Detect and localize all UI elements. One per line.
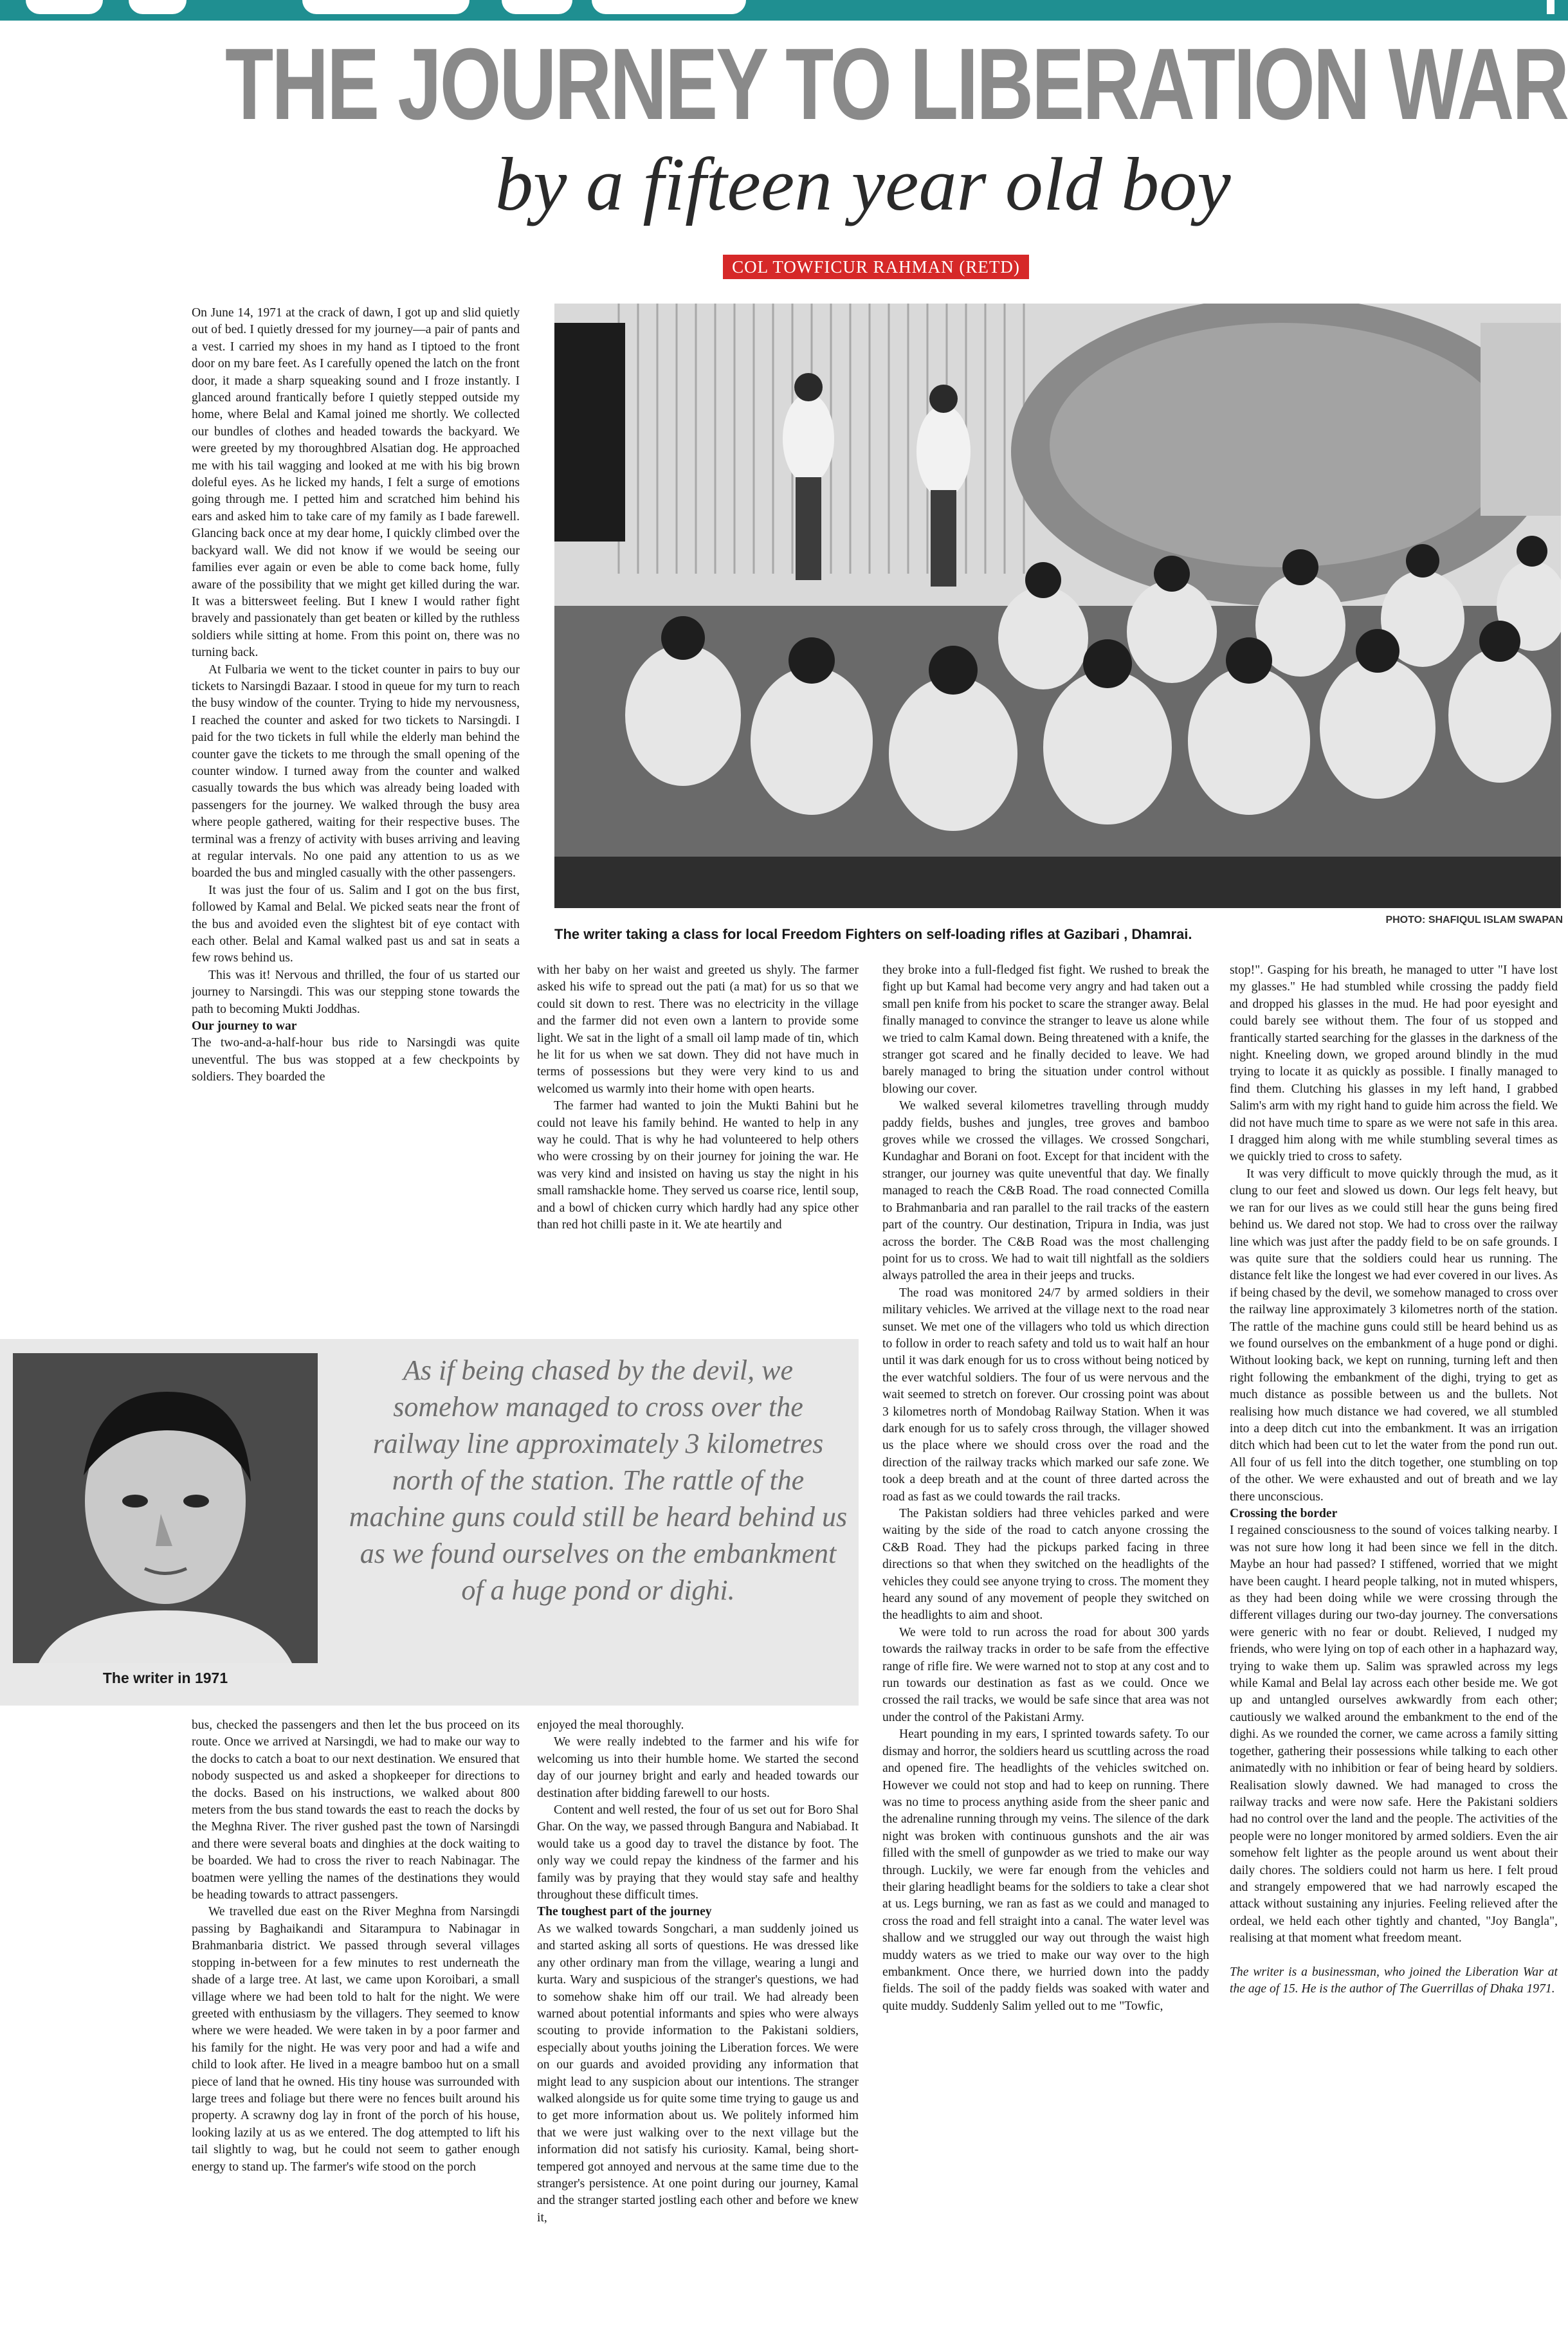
- banner-letterform: [129, 0, 187, 14]
- paragraph: We travelled due east on the River Meghna from Narsingdi passing by Baghaikandi and Sitarampura to Nabinagar in Brahmanbaria district. We passed through several villages stopping in-between for a few minutes to rest underneath the shade of a large tree. At last, we came upon Koroibari, a small village where we had been told to halt for the night. We were greeted with enthusiasm by the villagers. They seemed to know where we were headed. We were taken in by a poor farmer and his family for the night. He was very poor and had a wife and child to look after. He lived in a meagre bamboo hut on a small piece of land that he owned. His tiny house was surrounded with large trees and foliage but there were no fences built around his property. A scrawny dog lay in front of the porch of his house, looking lazily at us as we entered. The dog attempted to lift his tail slightly to wag, but he could not seem to gather enough energy to stand up. The farmer's wife stood on the porch: [192, 1905, 520, 2174]
- paragraph: It was very difficult to move quickly through the mud, as it clung to our feet and slowed us down. Our legs felt heavy, but we ran for our lives as we could still hear the guns being fired behind us. We dared not stop. We had to cross over the railway line which was just after the paddy field to be on safe grounds. I was quite sure that the soldiers could hear us running. The distance felt like the longest we had ever covered in our lives. As if being chased by the devil, we somehow managed to cross over the railway line approximately 3 kilometres north of the station. The rattle of the machine guns could still be heard behind us as we found ourselves on the embankment of a huge pond or dighi. Without looking back, we kept on running, turning left and then right following the embankment of the dighi, trying to get as much distance as possible between us and the bullets. Not realising how much distance we had covered, we all stumbled into a deep ditch cut into the embankment. It was an irrigation ditch which had been cut to let the water from the pond run out. All four of us fell into the ditch together, one stumbling on top of the other. We were exhausted and out of breath and we lay there unconscious.: [1230, 1167, 1558, 1504]
- portrait-illustration: [13, 1353, 318, 1663]
- paragraph: On June 14, 1971 at the crack of dawn, I got up and slid quietly out of bed. I quietly dressed for my journey—a pair of pants and a vest. I carried my shoes in my hand as I tiptoed to the front door on my bare feet. As I carefully opened the latch on the front door, it made a sharp squeaking sound and I froze instantly. I glanced around frantically before I quietly stepped outside my home, where Belal and Kamal joined me shortly. We collected our bundles of clothes and headed towards the backyard. We were greeted by my thoroughbred Alsatian dog. He approached me with his tail wagging and looked at me with his big brown doleful eyes. As he licked my hands, I felt a surge of emotions going through me. I petted him and scratched him behind his ears and asked him to take care of my family as I bade farewell. Glancing back once at my dear home, I quickly climbed over the backyard wall. We did not know if we would be seeing our families ever again or even be able to come back home, fully aware of the possibility that we might get killed during the war. It was a bittersweet feeling. But I knew I would rather fight bravely and passionately than get beaten or killed by the ruthless soldiers while sitting at home. From this point on, there was no turning back.: [192, 306, 520, 660]
- banner-letterform: [502, 0, 572, 14]
- banner-strip: [0, 0, 1568, 21]
- headline: THE JOURNEY TO LIBERATION WAR: [225, 28, 1567, 141]
- section-heading: Our journey to war: [192, 1019, 297, 1034]
- paragraph: We were really indebted to the farmer and his wife for welcoming us into their humble home. We started the second day of our journey bright and early and headed towards our destination after bidding farewell to our hosts.: [537, 1735, 859, 1800]
- paragraph: The farmer had wanted to join the Mukti Bahini but he could not leave his family behind. He wanted to help in any way he could. That is why he had volunteered to help others who were crossing by on their journey for joining the war. He was very kind and insisted on having us stay the night in his small ramshackle home. They served us coarse rice, lentil soup, and a bowl of chicken curry which hardly had any spice other than red hot chilli paste in it. We ate heartily and: [537, 1099, 859, 1232]
- portrait-caption: The writer in 1971: [102, 1670, 228, 1686]
- banner-letterform: [592, 0, 746, 14]
- paragraph: We were told to run across the road for about 300 yards towards the railway tracks in order to be safe from the effective range of rifle fire. We were warned not to stop at any cost and to run towards our destination as fast as we could. Once we crossed the rail tracks, we would be safe since that area was not under the control of the Pakistani Army.: [882, 1625, 1209, 1724]
- photo-caption: The writer taking a class for local Freedom Fighters on self-loading rifles at Gazibari , Dhamrai.: [554, 926, 1192, 942]
- paragraph: Content and well rested, the four of us set out for Boro Shal Ghar. On the way, we passed through Bangura and Nabiabad. It would take us a good day to travel the distance by foot. The only way we could repay the kindness of the farmer and his family was by praying that they would stay safe and healthy throughout these difficult times.: [537, 1803, 859, 1902]
- paragraph: We walked several kilometres travelling through muddy paddy fields, bushes and jungles, tree groves and bamboo groves while we crossed the villages. We crossed Songchari, Kundaghar and Borani on foot. Except for that incident with the stranger, our journey was quite uneventful that day. We finally managed to reach the C&B Road. The road connected Comilla to Brahmanbaria and ran parallel to the rail tracks of the eastern part of the country. Our destination, Tripura in India, was just across the border. The C&B Road was the most challenging point for us to cross. We had to wait till nightfall as the soldiers always patrolled the area in their jeeps and trucks.: [882, 1099, 1209, 1283]
- pull-quote: As if being chased by the devil, we somehow managed to cross over the railway line approximately 3 kilometres north of the station. The rattle of the machine guns could still be heard behind us as we found ourselves on the embankment of a huge pond or dighi.: [349, 1354, 848, 1606]
- paragraph: enjoyed the meal thoroughly.: [537, 1718, 684, 1732]
- section-heading: The toughest part of the journey: [537, 1905, 712, 1919]
- article-column-3: [882, 962, 1209, 2015]
- paragraph: bus, checked the passengers and then let the bus proceed on its route. Once we arrived at Narsingdi, we had to make our way to the docks to catch a boat to our next destination. We ensured that nobody suspected us and asked a shopkeeper for directions to the docks. Based on his instructions, we walked about 800 meters from the bus stand towards the east to reach the docks by the Meghna River. The river gushed past the town of Narsingdi and there were several boats and dinghies at the dock waiting to be boarded. We had to cross the river to reach Nabinagar. The boatmen were yelling the names of the destinations they would be heading towards to attract passengers.: [192, 1718, 520, 1902]
- photo-credit: PHOTO: SHAFIQUL ISLAM SWAPAN: [1385, 915, 1563, 925]
- class-photo-illustration: [554, 304, 1561, 908]
- paragraph: they broke into a full-fledged fist fight. We rushed to break the fight up but Kamal had become very angry and had taken out a small pen knife from his pocket to scare the stranger away. Belal finally managed to convince the stranger to leave us alone while we tried to calm Kamal down. Being threatened with a knife, the stranger got scared and he finally decided to leave. We had barely managed to bring the situation under control without blowing our cover.: [882, 963, 1209, 1096]
- banner-letterform: [1547, 0, 1554, 14]
- paragraph: stop!". Gasping for his breath, he managed to utter "I have lost my glasses." He had stumbled while crossing the paddy field and dropped his glasses in the mud. He had poor eyesight and could barely see without them. The four of us stopped and frantically started searching for the glasses in the darkness of the night. Kneeling down, we groped around blindly in the mud trying to locate it as quickly as possible. I finally managed to find them. Clutching his glasses in my left hand, I grabbed Salim's arm with my right hand to guide him across the field. We did not have much time to spare as we were not safe in this area. I dragged him along with me while stumbling several times as we quickly tried to cross to safety.: [1230, 963, 1558, 1164]
- banner-letterform: [26, 0, 103, 14]
- main-photo: [554, 304, 1561, 908]
- article-column-2-top: [537, 962, 859, 1234]
- paragraph: At Fulbaria we went to the ticket counter in pairs to buy our tickets to Narsingdi Bazaar. I stood in queue for my turn to reach the busy window of the counter. Trying to hide my nervousness, I reached the counter and asked for two tickets to Narsingdi. I paid for the two tickets in full while the elderly man behind the counter gave the tickets to me through the small opening of the counter window. I turned away from the counter and walked casually towards the bus which was already being loaded with passengers for the journey. We walked through the busy area where people gathered, waiting for their respective buses. The terminal was a frenzy of activity with buses arriving and leaving at regular intervals. No one paid any attention to us as we boarded the bus and mingled casually with the other passengers.: [192, 662, 520, 880]
- banner-letterform: [302, 0, 469, 14]
- writer-portrait: [13, 1353, 318, 1663]
- paragraph: This was it! Nervous and thrilled, the four of us started our journey to Narsingdi. This was our stepping stone towards the path to becoming Mukti Joddhas.: [192, 968, 520, 1016]
- paragraph: The road was monitored 24/7 by armed soldiers in their military vehicles. We arrived at the village next to the road near sunset. We met one of the villagers who told us which direction to follow in order to reach safety and told us to wait half an hour until it was dark enough for us to cross without being noticed by the ever watchful soldiers. The four of us were nervous and the wait seemed to stretch on forever. Our crossing point was about 3 kilometres north of Mondobag Railway Station. When it was dark enough for us to safely cross through, the villager showed us the place where we should cross over the road and the direction of the railway tracks which marked our safe zone. We took a deep breath and at the count of three darted across the road as fast as we could towards the rail tracks.: [882, 1286, 1209, 1504]
- article-column-1-bottom: [192, 1717, 520, 2176]
- paragraph: I regained consciousness to the sound of voices talking nearby. I was not sure how long it had been since we fell in the ditch. Maybe an hour had passed? I stiffened, worried that we might have been caught. I heard people talking, not in muted whispers, as they had been doing while we were crossing through the different villages during our two-day journey. The conversations were generic with no fear or doubt. Relieved, I nudged my friends, who were lying on top of each other in a haphazard way, trying to wake them up. Salim was sprawled across my legs while Kamal and Belal lay across each other beside me. We got up and untangled ourselves awkwardly from each other; cautiously we walked around the embankment to the end of the dighi. As we rounded the corner, we came across a family sitting together, gathering their possessions while talking to each other animatedly with no inhibition or fear of being heard by soldiers. Realisation slowly dawned. We had managed to cross the railway tracks and were now safe. Here the Pakistani soldiers had no control over the land and the people. The activities of the people were no longer monitored by armed soldiers. Even the air somehow felt lighter as the people around us went about their daily chores. The soldiers could not harm us here. I felt proud and strangely empowered that we had narrowly escaped the attack without sustaining any injuries. Feeling relieved after the ordeal, we held each other tightly and chanted, "Joy Bangla", realising at that moment what freedom meant.: [1230, 1524, 1558, 1945]
- article-column-4: [1230, 962, 1558, 1998]
- paragraph: Heart pounding in my ears, I sprinted towards safety. To our dismay and horror, the soldiers heard us scuttling across the road and opened fire. The headlights of the vehicles switched on. However we could not stop and had to keep on running. There was no time to process anything aside from the sheer panic and the adrenaline running through my veins. The silence of the dark night was broken with continuous gunshots and the air was filled with the smell of gunpowder as we tried to make our way through. Luckily, we were far enough from the vehicles and their glaring headlight beams for the soldiers to take a clear shot at us. Legs burning, we ran as fast as we could and managed to cross the road and fell straight into a canal. The water level was shallow and we struggled our way out through the waist high muddy waters as we tried to make our way over to the high embankment. Once there, we hurried down into the paddy fields. The soil of the paddy fields was soaked with water and quite muddy. Suddenly Salim yelled out to me "Towfic,: [882, 1727, 1209, 2013]
- byline-badge: COL TOWFICUR RAHMAN (RETD): [723, 255, 1029, 279]
- paragraph: The two-and-a-half-hour bus ride to Narsingdi was quite uneventful. The bus was stopped at a few checkpoints by soldiers. They boarded the: [192, 1036, 520, 1084]
- article-column-1-top: [192, 305, 520, 1086]
- paragraph: The Pakistan soldiers had three vehicles parked and were waiting by the side of the road to catch anyone crossing the C&B Road. They had the pickups parked facing in three directions so that when they switched on the headlights of the vehicles they could see anyone trying to cross. The moment they heard any sound of any movement of people they switched on the headlights to aim and shoot.: [882, 1507, 1209, 1623]
- paragraph: with her baby on her waist and greeted us shyly. The farmer asked his wife to spread out the pati (a mat) for us so that we could sit down to rest. There was no electricity in the village and the farmer did not even own a lantern to provide some light. We sat in the light of a small oil lamp made of tin, which he lit for us when we sat down. They did not have much in terms of possessions but they were very kind to us and welcomed us warmly into their home with open hearts.: [537, 963, 859, 1096]
- paragraph: It was just the four of us. Salim and I got on the bus first, followed by Kamal and Belal. We picked seats near the front of the bus and avoided even the slightest bit of eye contact with each other. Belal and Kamal walked past us and sat in seats a few rows behind us.: [192, 883, 520, 965]
- subheadline: by a fifteen year old boy: [495, 142, 1231, 226]
- author-footnote: The writer is a businessman, who joined the Liberation War at the age of 15. He is the author of The Guerrillas of Dhaka 1971.: [1230, 1965, 1558, 1996]
- paragraph: As we walked towards Songchari, a man suddenly joined us and started asking all sorts of questions. He was dressed like any other ordinary man from the village, wearing a lungi and kurta. Wary and suspicious of the stranger's questions, we had to somehow shake him off our trail. We had already been warned about potential informants and spies who were always scouting to provide information to the Pakistani soldiers, especially about youths joining the Liberation forces. We were on our guards and avoided providing any information that might lead to any suspicion about our intentions. The stranger walked alongside us for quite some time trying to gauge us and to get more information about us. We politely informed him that we were just walking over to the next village but the information did not satisfy his curiosity. Kamal, being short-tempered got annoyed and nervous at the same time due to the stranger's persistence. At one point during our journey, Kamal and the stranger started jostling each other and before we knew it,: [537, 1922, 859, 2225]
- section-heading: Crossing the border: [1230, 1507, 1338, 1520]
- article-column-2-bottom: [537, 1717, 859, 2227]
